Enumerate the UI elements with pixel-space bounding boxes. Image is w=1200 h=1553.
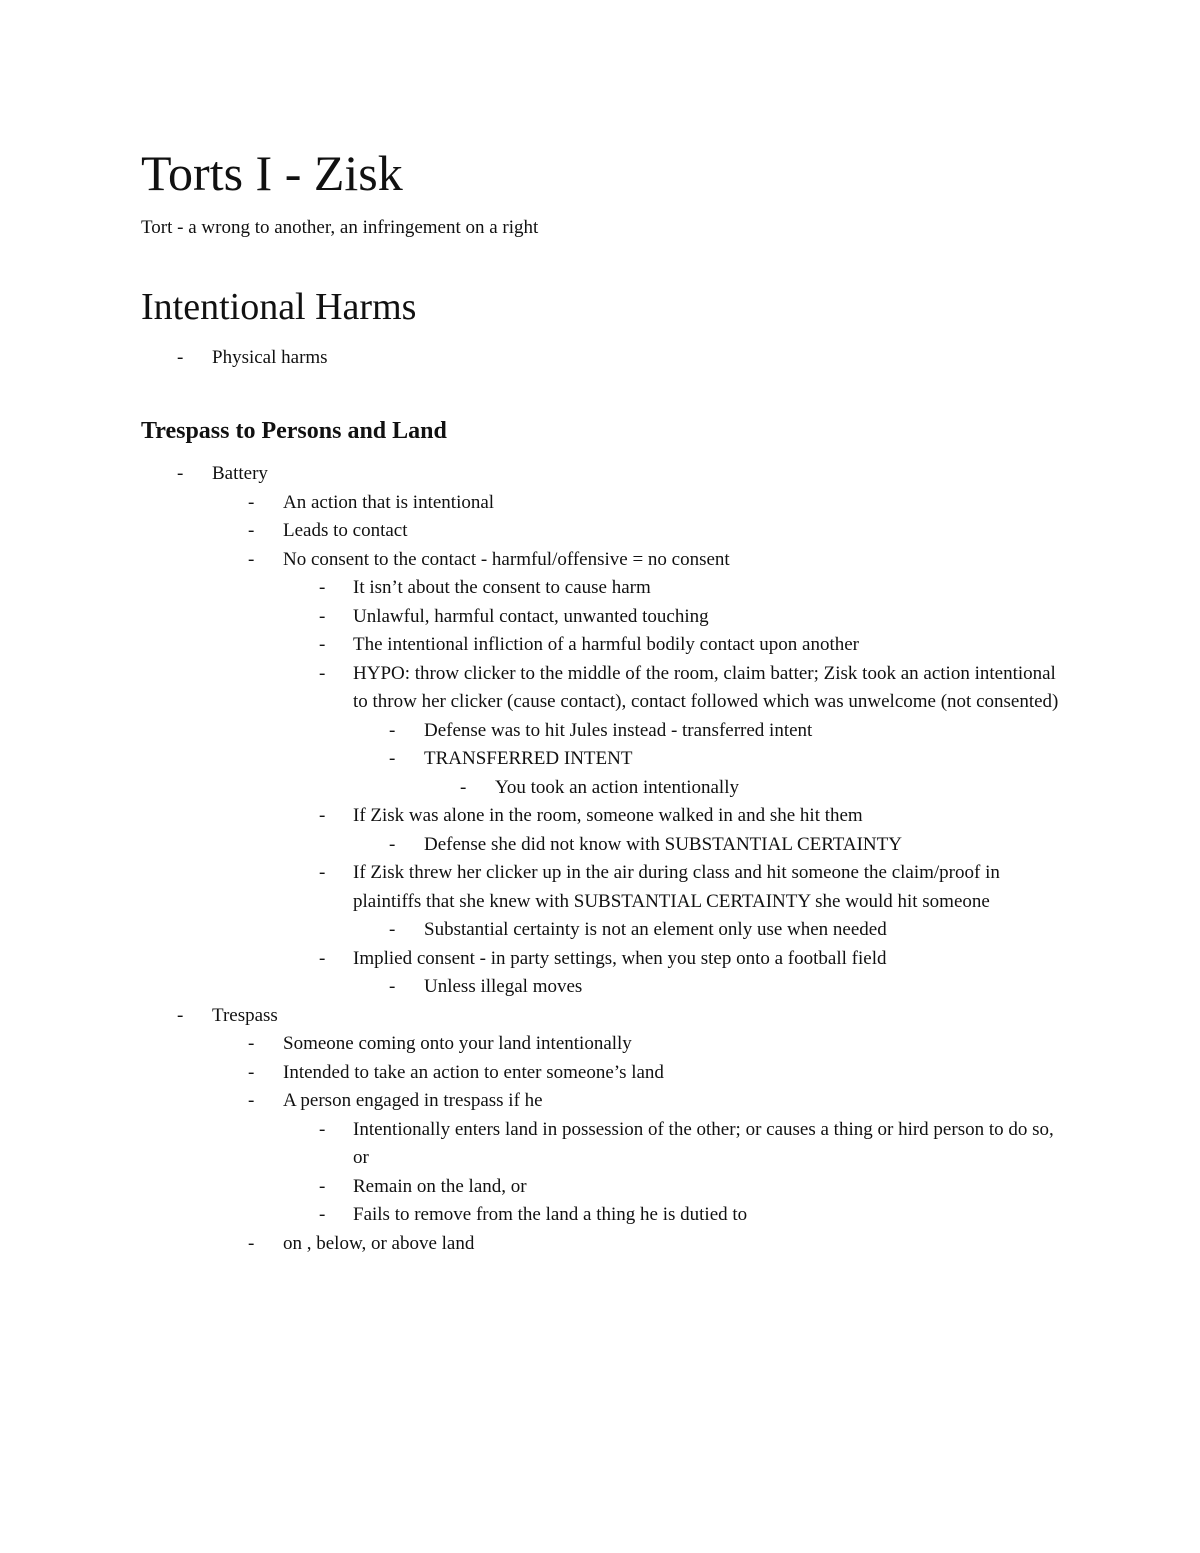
list-item-text: You took an action intentionally	[495, 776, 739, 798]
list-item-text: Defense she did not know with SUBSTANTIAL CERTAINTY	[424, 833, 902, 855]
list-item	[141, 1030, 1071, 1059]
list-item	[141, 660, 1071, 717]
list-item	[141, 603, 1071, 632]
list-item-text: Intended to take an action to enter someone’s land	[283, 1061, 664, 1083]
list-item-text: Implied consent - in party settings, when you step onto a football field	[353, 947, 887, 969]
list-item	[141, 546, 1071, 575]
list-item	[141, 916, 1071, 945]
list-item	[141, 1173, 1071, 1202]
list-item-text: Unlawful, harmful contact, unwanted touching	[353, 605, 709, 627]
list-item	[141, 717, 1071, 746]
subsection-heading: Trespass to Persons and Land	[141, 418, 447, 444]
list-item	[141, 1059, 1071, 1088]
list-item	[141, 802, 1071, 831]
list-item-text: It isn’t about the consent to cause harm	[353, 577, 651, 598]
list-dash: -	[460, 776, 467, 798]
list-dash: -	[319, 634, 326, 655]
list-dash: -	[248, 1033, 255, 1054]
list-dash: -	[389, 748, 396, 769]
list-item-text: Physical harms	[212, 347, 328, 368]
list-item-text: Intentionally enters land in possession of the other; or causes a thing or hird person to do so, or	[353, 1118, 1054, 1168]
list-dash: -	[177, 463, 184, 484]
list-item-text: on , below, or above land	[283, 1232, 475, 1254]
list-item-text: Defense was to hit Jules instead - transferred intent	[424, 719, 813, 741]
list-dash: -	[248, 1232, 255, 1254]
document-title: Torts I - Zisk	[141, 145, 403, 201]
list-dash: -	[319, 605, 326, 627]
list-item	[141, 1230, 1071, 1259]
list-dash: -	[177, 1004, 184, 1026]
list-dash: -	[319, 862, 326, 883]
list-item-text: A person engaged in trespass if he	[283, 1090, 543, 1111]
list-item	[141, 574, 1071, 603]
list-dash: -	[319, 577, 326, 598]
list-item-text: Battery	[212, 463, 268, 484]
list-item-text: Leads to contact	[283, 520, 408, 541]
list-dash: -	[389, 833, 396, 855]
section-heading: Intentional Harms	[141, 286, 417, 328]
list-item-text: Fails to remove from the land a thing he is dutied to	[353, 1204, 748, 1225]
list-item	[141, 774, 1071, 803]
list-item	[141, 517, 1071, 546]
list-dash: -	[248, 1061, 255, 1083]
list-item-text: The intentional infliction of a harmful bodily contact upon another	[353, 634, 859, 655]
section-list	[141, 344, 1071, 373]
list-dash: -	[319, 662, 326, 684]
list-dash: -	[389, 919, 396, 940]
list-dash: -	[319, 1118, 326, 1140]
list-item	[141, 1116, 1071, 1173]
list-item	[141, 831, 1071, 860]
list-dash: -	[319, 805, 326, 826]
list-item-text: Substantial certainty is not an element only use when needed	[424, 919, 887, 940]
list-item	[141, 631, 1071, 660]
list-dash: -	[389, 719, 396, 741]
list-dash: -	[319, 1175, 326, 1197]
list-item	[141, 859, 1071, 916]
list-item-text: If Zisk threw her clicker up in the air during class and hit someone the claim/proof in plaintiffs that she knew with SUBSTANTIAL CERTAINTY she would hit someone	[353, 862, 1000, 912]
list-item	[141, 945, 1071, 974]
list-item-text: An action that is intentional	[283, 491, 495, 513]
list-dash: -	[177, 347, 184, 368]
list-dash: -	[248, 491, 255, 513]
list-item-text: TRANSFERRED INTENT	[424, 748, 633, 769]
list-item-text: Unless illegal moves	[424, 976, 583, 997]
list-item	[141, 1087, 1071, 1116]
list-item	[141, 460, 1071, 489]
list-dash: -	[248, 1090, 255, 1111]
list-item	[141, 973, 1071, 1002]
list-dash: -	[319, 947, 326, 969]
outline-list	[141, 460, 1071, 1258]
list-item	[141, 344, 1071, 373]
list-dash: -	[248, 520, 255, 541]
tort-definition: Tort - a wrong to another, an infringement on a right	[141, 217, 539, 238]
list-dash: -	[389, 976, 396, 997]
list-item-text: If Zisk was alone in the room, someone walked in and she hit them	[353, 805, 863, 826]
list-item-text: No consent to the contact - harmful/offensive = no consent	[283, 548, 730, 570]
list-item	[141, 489, 1071, 518]
list-dash: -	[319, 1204, 326, 1225]
list-item	[141, 1002, 1071, 1031]
list-item-text: Trespass	[212, 1004, 278, 1026]
list-dash: -	[248, 548, 255, 570]
list-item-text: Remain on the land, or	[353, 1175, 527, 1197]
list-item	[141, 1201, 1071, 1230]
list-item	[141, 745, 1071, 774]
list-item-text: Someone coming onto your land intentionally	[283, 1033, 632, 1054]
list-item-text: HYPO: throw clicker to the middle of the room, claim batter; Zisk took an action intentional to throw her clicker (cause contact), contact followed which was unwelcome (not consented)	[353, 662, 1059, 712]
